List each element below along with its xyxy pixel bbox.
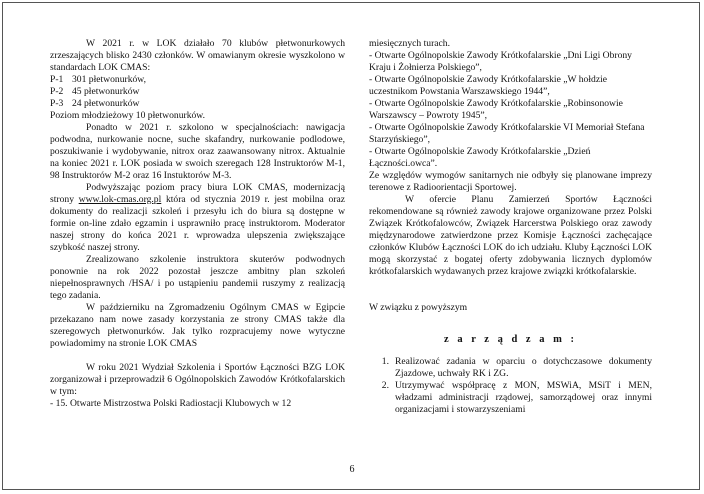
youth-level-line: Poziom młodzieżowy 10 płetwonurków. xyxy=(50,110,205,121)
website-paragraph: Podwyższając poziom pracy biura LOK CMAS, modernizacją strony www.lok-cmas.org.pl która od stycznia 2019 r. jest mobilna oraz dokumenty do realizacji szkoleń i przesyłu ich do biura są dostępne w formie on-line zdało egzamin i usprawniło pracę instruktorom. Moderator naszej strony do końca 2021 r. wprowadza ulepszenia zwiększające szybkość naszej strony. xyxy=(50,182,345,253)
sanitary-paragraph: Ze względów wymogów sanitarnych nie odbyły się planowane imprezy terenowe z Radioorientacji Sportowej. xyxy=(369,170,652,193)
stat-row: P-3 24 płetwonurków xyxy=(50,98,140,109)
left-column xyxy=(50,38,345,410)
contest-item: - Otwarte Ogólnopolskie Zawody Krótkofalarskie „Dzień Łączności.owca”. xyxy=(369,146,591,169)
contest-item: - Otwarte Ogólnopolskie Zawody Krótkofalarskie „Dni Ligi Obrony Kraju i Żołnierza Polskiego”, xyxy=(369,50,632,73)
right-column xyxy=(369,38,652,416)
contest-item: - Otwarte Ogólnopolskie Zawody Krótkofalarskie „Robinsonowie Warszawscy – Powroty 1945”, xyxy=(369,98,623,121)
continuation-line: miesięcznych turach. xyxy=(369,38,450,49)
lok-cmas-link[interactable]: www.lok-cmas.org.pl xyxy=(78,194,162,205)
therefore-line: W związku z powyższym xyxy=(369,302,468,313)
order-points xyxy=(369,356,652,416)
contest-item: - 15. Otwarte Mistrzostwa Polski Radiostacji Klubowych w 12 xyxy=(50,398,292,409)
sports-plan-paragraph: W ofercie Planu Zamierzeń Sportów Łączności rekomendowane są również zawody krajowe organizowane przez Polski Związek Krótkofalowców, Związek Harcerstwa Polskiego oraz zawody międzynarodowe zatwierdzone przez Komisje Łączności zachęcające członków Klubów Łączności LOK do ich udziału. Kluby Łączności LOK mogą skorzystać z bogatej oferty zdobywania licznych dyplomów krótkofalarskich wydawanych przez krajowe związki krótkofalarskie. xyxy=(369,194,652,277)
cmas-assembly-paragraph: W październiku na Zgromadzeniu Ogólnym CMAS w Egipcie przekazano nam nowe zasady korzystania ze strony CMAS także dla szeregowych płetwonurków. Jak tylko rozpracujemy nowe wytyczne powiadomimy na stronie LOK CMAS xyxy=(50,302,345,349)
order-point: 1. Realizować zadania w oparciu o dotychczasowe dokumenty Zjazdowe, uchwały RK i ZG. xyxy=(381,356,652,379)
specialties-paragraph: Ponadto w 2021 r. szkolono w specjalnościach: nawigacja podwodna, nurkowanie nocne, suche skafandry, nurkowanie podlodowe, poszukiwanie i wydobywanie, nitrox oraz zaawansowany nitrox. Aktualnie na koniec 2021 r. LOK posiada w swoich szeregach 128 Instruktorów M-1, 98 Instruktorów M-2 oraz 16 Instuktorów M-3. xyxy=(50,122,345,181)
contest-item: - Otwarte Ogólnopolskie Zawody Krótkofalarskie VI Memoriał Stefana Starzyńskiego”, xyxy=(369,122,645,145)
stat-row: P-2 45 płetwonurków xyxy=(50,86,140,97)
stat-row: P-1 301 płetwonurków, xyxy=(50,74,146,85)
page-number: 6 xyxy=(349,464,355,475)
diving-clubs-paragraph: W 2021 r. w LOK działało 70 klubów płetwonurkowych zrzeszających blisko 2430 członków. W omawianym okresie wyszkolono w standardach LOK CMAS: xyxy=(50,38,345,73)
scooter-training-paragraph: Zrealizowano szkolenie instruktora skuterów podwodnych ponownie na rok 2022 pozostał jeszcze ambitny plan szkoleń niepełnosprawnych /HSA/ i po ustąpieniu pandemii ruszymy z realizacją tego zadania. xyxy=(50,254,345,301)
order-point: 2. Utrzymywać współpracę z MON, MSWiA, MSiT i MEN, władzami administracji rządowej, samorządowej oraz innymi organizacjami i stowarzyszeniami xyxy=(381,380,652,415)
contest-item: - Otwarte Ogólnopolskie Zawody Krótkofalarskie „W hołdzie uczestnikom Powstania Warszawskiego 1944”, xyxy=(369,74,607,97)
radio-contests-paragraph: W roku 2021 Wydział Szkolenia i Sportów Łączności BZG LOK zorganizował i przeprowadził 6 Ogólnopolskich Zawodów Krótkofalarskich w tym: xyxy=(50,362,345,397)
order-heading: z a r z ą d z a m : xyxy=(444,334,577,345)
